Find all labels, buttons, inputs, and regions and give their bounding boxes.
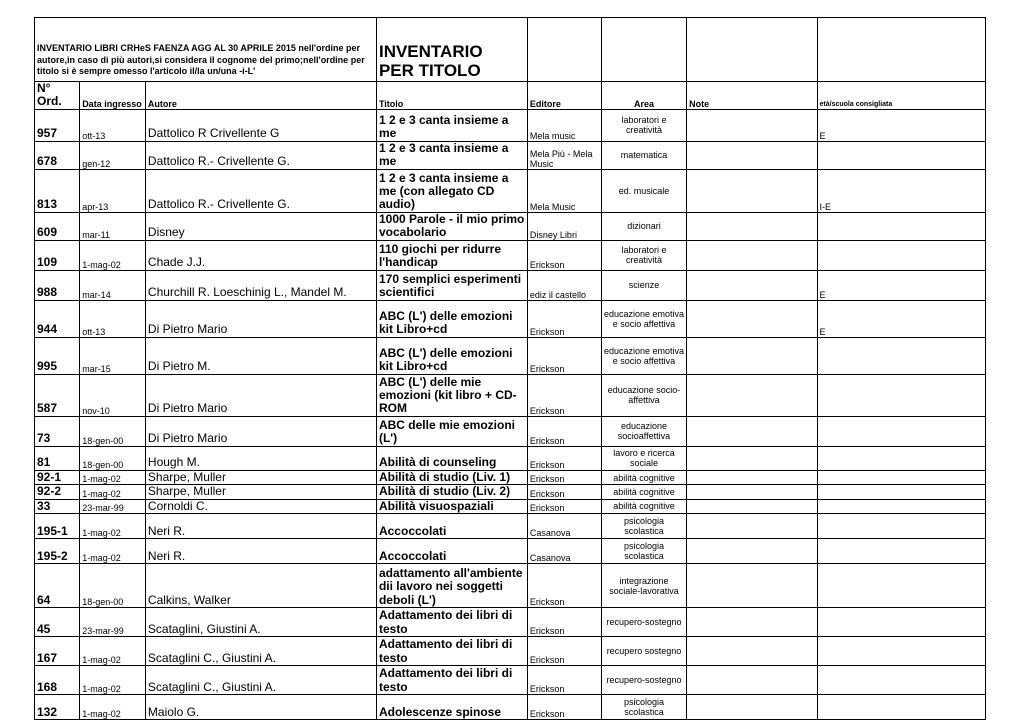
col-header-title: Titolo: [376, 82, 527, 110]
row-num: 64: [35, 564, 80, 608]
row-age: [817, 608, 985, 637]
row-title: Accoccolati: [376, 539, 527, 564]
row-date: 1-mag-02: [80, 695, 146, 720]
col-header-editor: Editore: [527, 82, 601, 110]
row-num: 195-2: [35, 539, 80, 564]
row-author: Dattolico R.- Crivellente G.: [145, 141, 376, 169]
table-row: [35, 374, 986, 416]
row-author: Maiolo G.: [145, 695, 376, 720]
table-row: [35, 109, 986, 141]
row-title: 110 giochi per ridurre l'handicap: [376, 240, 527, 270]
row-age: [817, 470, 985, 484]
row-editor: Erickson: [527, 240, 601, 270]
row-age: [817, 485, 985, 499]
row-area: recupero-sostegno: [601, 608, 686, 637]
row-author: Neri R.: [145, 514, 376, 539]
row-num: 92-1: [35, 470, 80, 484]
row-area: psicologia scolastica: [601, 695, 686, 720]
title-line-2: PER TITOLO: [378, 61, 481, 81]
row-editor: Casanova: [527, 539, 601, 564]
row-author: Cornoldi C.: [145, 499, 376, 513]
row-author: Di Pietro M.: [145, 337, 376, 374]
row-note: [687, 374, 817, 416]
row-num: 92-2: [35, 485, 80, 499]
row-title: Abilità visuospaziali: [376, 499, 527, 513]
row-editor: Disney Libri: [527, 212, 601, 240]
row-age: [817, 637, 985, 666]
row-area: recupero sostegno: [601, 637, 686, 666]
row-area: educazione emotiva e socio affettiva: [601, 337, 686, 374]
row-title: Adattamento dei libri di testo: [376, 608, 527, 637]
header-intro: INVENTARIO LIBRI CRHeS FAENZA AGG AL 30 APRILE 2015 nell'ordine per autore,in caso di più autori,si considera il cognome del primo;nell'ordine per titolo si è sempre omesso l'articolo il/la un/una -i-L': [35, 18, 377, 82]
row-title: Abilità di studio (Liv. 1): [376, 470, 527, 484]
row-num: 609: [35, 212, 80, 240]
row-area: ed. musicale: [601, 169, 686, 212]
table-row: [35, 470, 986, 484]
row-note: [687, 666, 817, 695]
row-area: educazione socioaffettiva: [601, 416, 686, 446]
row-author: Churchill R. Loeschinig L., Mandel M.: [145, 270, 376, 300]
row-title: 1 2 e 3 canta insieme a me: [376, 109, 527, 141]
row-num: 167: [35, 637, 80, 666]
row-age: [817, 212, 985, 240]
row-date: 18-gen-00: [80, 416, 146, 446]
table-row: [35, 564, 986, 608]
row-date: 18-gen-00: [80, 446, 146, 470]
table-row: [35, 695, 986, 720]
table-row: [35, 270, 986, 300]
row-num: 678: [35, 141, 80, 169]
title-line-1: INVENTARIO: [378, 41, 483, 61]
row-editor: Erickson: [527, 470, 601, 484]
table-row: [35, 169, 986, 212]
column-header-row: [35, 82, 986, 110]
row-title: Adolescenze spinose: [376, 695, 527, 720]
row-date: mar-11: [80, 212, 146, 240]
col-header-note: Note: [687, 82, 817, 110]
row-date: mar-15: [80, 337, 146, 374]
page-title: [376, 18, 527, 82]
row-note: [687, 446, 817, 470]
row-area: integrazione sociale-lavorativa: [601, 564, 686, 608]
row-title: adattamento all'ambiente dii lavoro nei soggetti deboli (L'): [376, 564, 527, 608]
row-note: [687, 109, 817, 141]
row-date: 1-mag-02: [80, 539, 146, 564]
row-author: Scataglini C., Giustini A.: [145, 637, 376, 666]
row-author: Neri R.: [145, 539, 376, 564]
row-num: 33: [35, 499, 80, 513]
row-num: 73: [35, 416, 80, 446]
row-num: 45: [35, 608, 80, 637]
row-age: [817, 446, 985, 470]
row-author: Chade J.J.: [145, 240, 376, 270]
row-editor: Erickson: [527, 608, 601, 637]
row-num: 813: [35, 169, 80, 212]
row-date: ott-13: [80, 109, 146, 141]
row-author: Di Pietro Mario: [145, 374, 376, 416]
row-area: psicologia scolastica: [601, 539, 686, 564]
row-num: 195-1: [35, 514, 80, 539]
row-author: Hough M.: [145, 446, 376, 470]
row-age: [817, 539, 985, 564]
row-editor: Erickson: [527, 416, 601, 446]
header-empty-cell: [527, 18, 601, 82]
table-row: [35, 300, 986, 337]
row-note: [687, 212, 817, 240]
row-editor: Erickson: [527, 446, 601, 470]
table-row: [35, 446, 986, 470]
col-header-age: età/scuola consigliata: [817, 82, 985, 110]
row-author: Dattolico R.- Crivellente G.: [145, 169, 376, 212]
col-header-date: Data ingresso: [80, 82, 146, 110]
row-editor: Erickson: [527, 637, 601, 666]
row-age: [817, 514, 985, 539]
row-area: recupero-sostegno: [601, 666, 686, 695]
row-age: [817, 141, 985, 169]
row-date: 18-gen-00: [80, 564, 146, 608]
table-row: [35, 240, 986, 270]
row-age: [817, 564, 985, 608]
row-area: educazione socio-affettiva: [601, 374, 686, 416]
row-date: 1-mag-02: [80, 666, 146, 695]
row-num: 988: [35, 270, 80, 300]
row-note: [687, 564, 817, 608]
row-date: gen-12: [80, 141, 146, 169]
row-age: E: [817, 270, 985, 300]
col-header-author: Autore: [145, 82, 376, 110]
row-age: I-E: [817, 169, 985, 212]
row-note: [687, 695, 817, 720]
row-author: Sharpe, Muller: [145, 470, 376, 484]
table-row: [35, 539, 986, 564]
row-age: [817, 499, 985, 513]
col-header-area: Area: [601, 82, 686, 110]
row-editor: Erickson: [527, 666, 601, 695]
row-title: Accoccolati: [376, 514, 527, 539]
row-area: laboratori e creatività: [601, 240, 686, 270]
row-title: ABC (L') delle emozioni kit Libro+cd: [376, 337, 527, 374]
row-editor: Mela Music: [527, 169, 601, 212]
row-num: 109: [35, 240, 80, 270]
header-empty-cell: [817, 18, 985, 82]
row-editor: Erickson: [527, 564, 601, 608]
row-title: Adattamento dei libri di testo: [376, 666, 527, 695]
row-editor: Erickson: [527, 695, 601, 720]
row-area: lavoro e ricerca sociale: [601, 446, 686, 470]
row-editor: Mela Più - Mela Music: [527, 141, 601, 169]
row-title: 1 2 e 3 canta insieme a me: [376, 141, 527, 169]
row-author: Scataglini, Giustini A.: [145, 608, 376, 637]
row-author: Sharpe, Muller: [145, 485, 376, 499]
table-row: [35, 141, 986, 169]
row-num: 587: [35, 374, 80, 416]
row-date: 1-mag-02: [80, 514, 146, 539]
row-date: 23-mar-99: [80, 608, 146, 637]
row-date: apr-13: [80, 169, 146, 212]
row-date: 1-mag-02: [80, 240, 146, 270]
row-note: [687, 514, 817, 539]
row-title: 1000 Parole - il mio primo vocabolario: [376, 212, 527, 240]
row-date: 1-mag-02: [80, 485, 146, 499]
row-date: mar-14: [80, 270, 146, 300]
row-date: nov-10: [80, 374, 146, 416]
header-row: [35, 18, 986, 82]
row-note: [687, 169, 817, 212]
row-area: abilità cognitive: [601, 499, 686, 513]
row-age: [817, 695, 985, 720]
table-row: [35, 637, 986, 666]
row-title: Adattamento dei libri di testo: [376, 637, 527, 666]
row-author: Di Pietro Mario: [145, 416, 376, 446]
row-title: ABC (L') delle emozioni kit Libro+cd: [376, 300, 527, 337]
table-row: [35, 499, 986, 513]
row-area: scienze: [601, 270, 686, 300]
row-area: abilità cognitive: [601, 485, 686, 499]
row-note: [687, 637, 817, 666]
row-num: 168: [35, 666, 80, 695]
row-note: [687, 141, 817, 169]
row-area: educazione emotiva e socio affettiva: [601, 300, 686, 337]
row-editor: Casanova: [527, 514, 601, 539]
row-num: 81: [35, 446, 80, 470]
row-note: [687, 240, 817, 270]
row-note: [687, 608, 817, 637]
row-note: [687, 470, 817, 484]
row-note: [687, 499, 817, 513]
row-note: [687, 416, 817, 446]
row-author: Scataglini C., Giustini A.: [145, 666, 376, 695]
row-num: 132: [35, 695, 80, 720]
row-title: ABC (L') delle mie emozioni (kit libro + CD-ROM: [376, 374, 527, 416]
table-row: [35, 514, 986, 539]
row-author: Disney: [145, 212, 376, 240]
row-note: [687, 539, 817, 564]
row-title: Abilità di counseling: [376, 446, 527, 470]
table-row: [35, 608, 986, 637]
row-area: abilità cognitive: [601, 470, 686, 484]
row-author: Dattolico R Crivellente G: [145, 109, 376, 141]
row-date: 1-mag-02: [80, 637, 146, 666]
row-age: [817, 416, 985, 446]
table-row: [35, 416, 986, 446]
row-area: psicologia scolastica: [601, 514, 686, 539]
row-age: [817, 666, 985, 695]
row-editor: Mela music: [527, 109, 601, 141]
table-row: [35, 337, 986, 374]
row-editor: Erickson: [527, 300, 601, 337]
table-row: [35, 666, 986, 695]
row-date: ott-13: [80, 300, 146, 337]
row-age: [817, 240, 985, 270]
row-age: [817, 337, 985, 374]
row-note: [687, 270, 817, 300]
table-row: [35, 212, 986, 240]
row-editor: Erickson: [527, 337, 601, 374]
row-title: ABC delle mie emozioni (L'): [376, 416, 527, 446]
row-author: Calkins, Walker: [145, 564, 376, 608]
header-empty-cell: [687, 18, 817, 82]
row-age: E: [817, 109, 985, 141]
row-note: [687, 337, 817, 374]
row-note: [687, 485, 817, 499]
row-editor: ediz il castello: [527, 270, 601, 300]
table-row: [35, 485, 986, 499]
row-num: 957: [35, 109, 80, 141]
row-title: Abilità di studio (Liv. 2): [376, 485, 527, 499]
row-area: matematica: [601, 141, 686, 169]
header-empty-cell: [601, 18, 686, 82]
row-area: dizionari: [601, 212, 686, 240]
col-header-num: N° Ord.: [35, 82, 80, 110]
row-title: 1 2 e 3 canta insieme a me (con allegato CD audio): [376, 169, 527, 212]
row-num: 944: [35, 300, 80, 337]
row-editor: Erickson: [527, 485, 601, 499]
row-editor: Erickson: [527, 374, 601, 416]
row-note: [687, 300, 817, 337]
row-date: 1-mag-02: [80, 470, 146, 484]
row-age: [817, 374, 985, 416]
row-editor: Erickson: [527, 499, 601, 513]
row-area: laboratori e creatività: [601, 109, 686, 141]
row-author: Di Pietro Mario: [145, 300, 376, 337]
row-age: E: [817, 300, 985, 337]
row-title: 170 semplici esperimenti scientifici: [376, 270, 527, 300]
row-num: 995: [35, 337, 80, 374]
row-date: 23-mar-99: [80, 499, 146, 513]
inventory-table: [34, 17, 986, 720]
